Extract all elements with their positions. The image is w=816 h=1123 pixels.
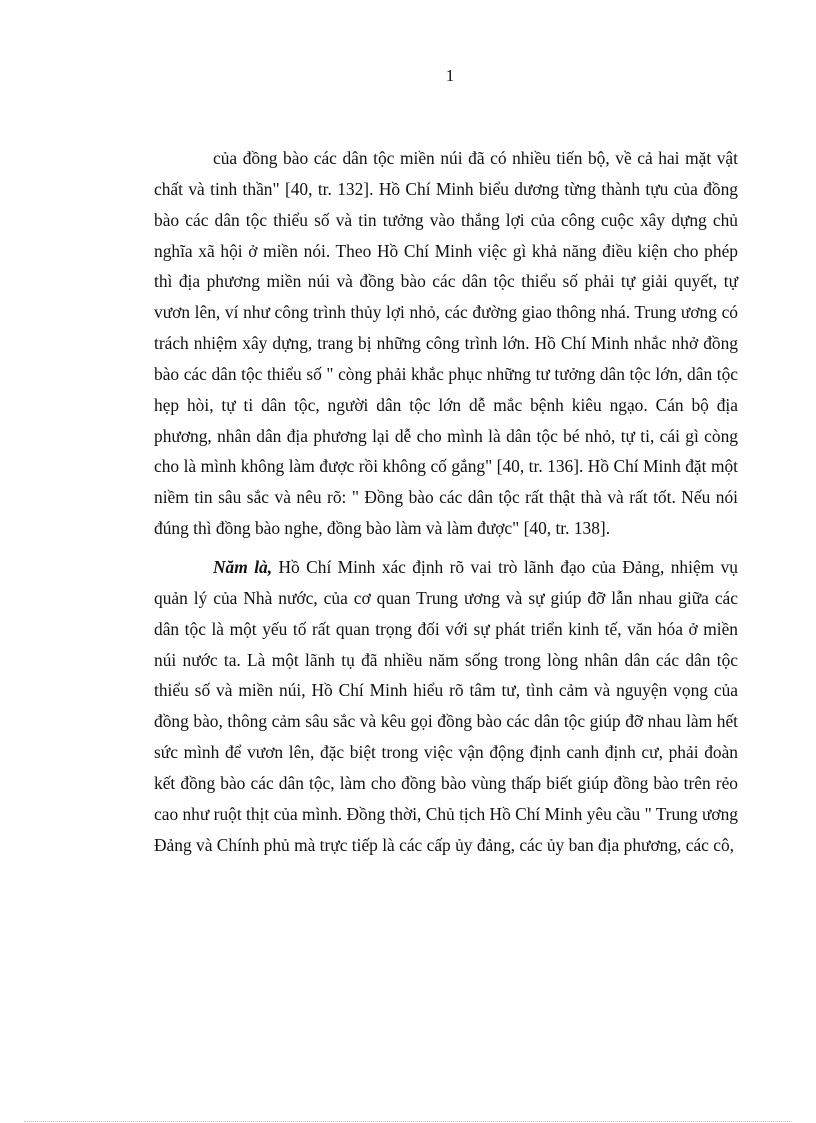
paragraph-1 — [154, 143, 738, 544]
document-body — [154, 143, 738, 860]
page-number: 1 — [445, 66, 455, 85]
paragraph-2-text: Hồ Chí Minh xác định rõ vai trò lãnh đạo của Đảng, nhiệm vụ quản lý của Nhà nước, của cơ quan Trung ương và sự giúp đỡ lẫn nhau giữa các dân tộc là một yếu tố rất quan trọng đối với sự phát triển kinh tế, văn hóa ở miền núi nước ta. Là một lãnh tụ đã nhiều năm sống trong lòng nhân dân các dân tộc thiểu số và miền núi, Hồ Chí Minh hiểu rõ tâm tư, tình cảm và nguyện vọng của đồng bào, thông cảm sâu sắc và kêu gọi đồng bào các dân tộc giúp đỡ nhau làm hết sức mình để vươn lên, đặc biệt trong việc vận động định canh định cư, phải đoàn kết đồng bào các dân tộc, làm cho đồng bào vùng thấp biết giúp đồng bào trên rẻo cao như ruột thịt của mình. Đồng thời, Chủ tịch Hồ Chí Minh yêu cầu " Trung ương Đảng và Chính phủ mà trực tiếp là các cấp ủy đảng, các ủy ban địa phương, các cô, — [154, 556, 739, 855]
paragraph-2-lead: Năm là, — [213, 556, 273, 577]
paragraph-2 — [154, 552, 738, 860]
paragraph-1-text: của đồng bào các dân tộc miền núi đã có nhiều tiến bộ, về cả hai mặt vật chất và tinh thần" [40, tr. 132]. Hồ Chí Minh biểu dương từng thành tựu của đồng bào các dân tộc thiểu số và tin tưởng vào thắng lợi của công cuộc xây dựng chủ nghĩa xã hội ở miền nói. Theo Hồ Chí Minh việc gì khả năng điều kiện cho phép thì địa phương miền núi và đồng bào các dân tộc thiểu số phải tự giải quyết, tự vươn lên, ví như công trình thủy lợi nhỏ, các đường giao thông nhá. Trung ương có trách nhiệm xây dựng, trang bị những công trình lớn. Hồ Chí Minh nhắc nhở đồng bào các dân tộc thiểu số " còng phải khắc phục những tư tưởng dân tộc lớn, dân tộc hẹp hòi, tự ti dân tộc, người dân tộc lớn dễ mắc bệnh kiêu ngạo. Cán bộ địa phương, nhân dân địa phương lại dễ cho mình là dân tộc bé nhỏ, tự ti, cái gì còng cho là mình không làm được rồi không cố gắng" [40, tr. 136]. Hồ Chí Minh đặt một niềm tin sâu sắc và nêu rõ: " Đồng bào các dân tộc rất thật thà và rất tốt. Nếu nói đúng thì đồng bào nghe, đồng bào làm và làm được" [40, tr. 138]. — [154, 148, 738, 539]
page-bottom-divider — [24, 1121, 792, 1122]
